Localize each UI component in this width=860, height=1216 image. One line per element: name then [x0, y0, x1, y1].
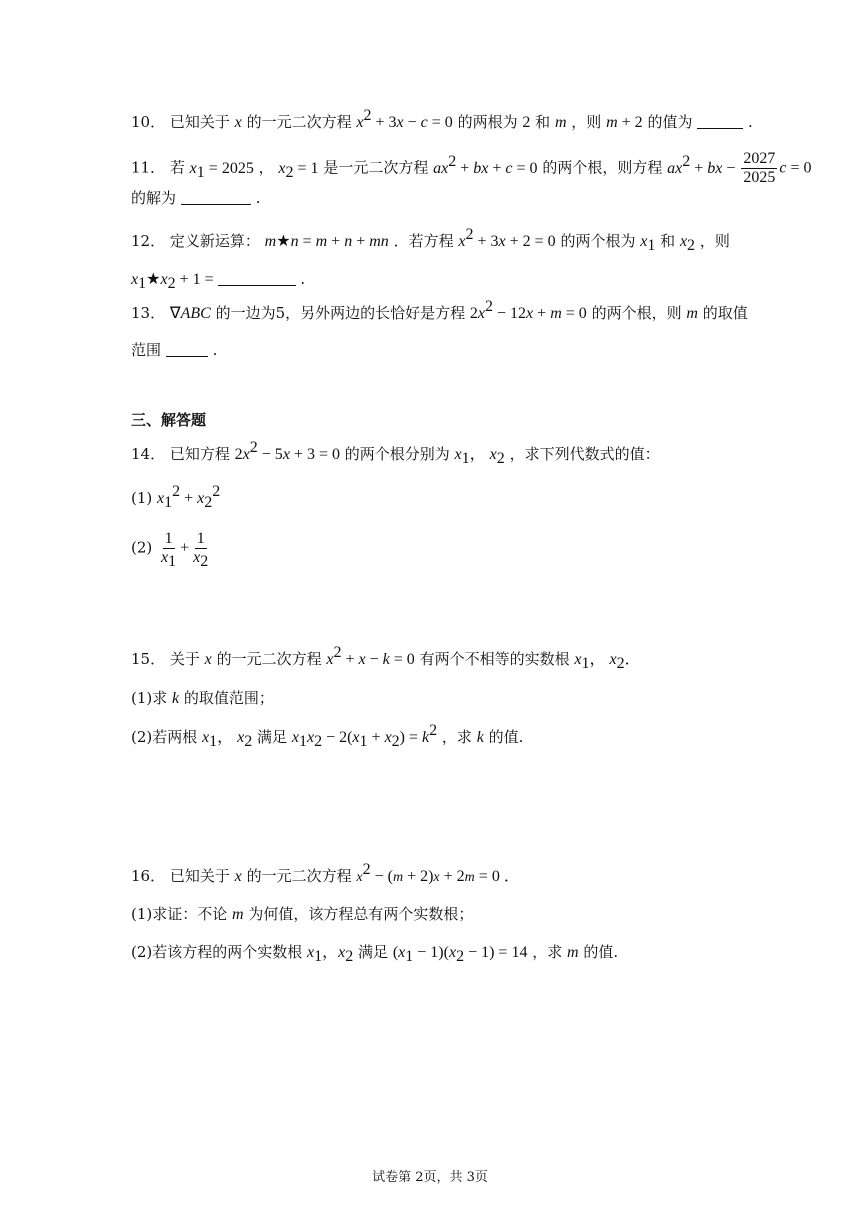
- question-14-part-1: [131, 483, 221, 511]
- question-10: [131, 107, 753, 133]
- question-text: ，则: [699, 232, 730, 250]
- question-text: 的两个根分别为: [344, 445, 450, 463]
- math-equation: $x_1x_2 - 2(x_1 + x_2) = k^2$: [291, 722, 438, 750]
- question-text: 的两个根，则方程: [542, 158, 663, 177]
- part-label: (1)求证：不论: [131, 905, 228, 923]
- question-16: [131, 861, 520, 888]
- math-equation: $ax^2$ + bx + c = 0: [433, 152, 538, 177]
- question-11-cont: [131, 188, 260, 208]
- question-text: 的两个根为: [560, 232, 636, 250]
- fraction: $\frac{1}{x_2}$: [193, 530, 209, 570]
- math-vars: $x_1$， $x_2$．: [574, 651, 641, 672]
- question-15-part-1: [131, 688, 274, 709]
- question-text: 已知方程: [169, 445, 230, 463]
- question-text: 已知关于: [169, 867, 230, 885]
- section-heading: 三、解答题: [131, 411, 207, 429]
- math-expression: m + 2: [606, 114, 643, 131]
- part-label: (1)求: [131, 689, 168, 707]
- math-equation: $x^2 - (m + 2)x + 2m = 0$ ．: [356, 861, 520, 885]
- math-vars: $x_1$，$x_2$: [307, 944, 354, 965]
- period: .: [748, 113, 753, 131]
- question-text: 范围: [131, 341, 162, 359]
- math-var: m: [554, 114, 567, 131]
- question-text: 的一元二次方程: [246, 867, 352, 885]
- answer-blank[interactable]: [697, 114, 743, 129]
- math-var: m: [567, 944, 579, 961]
- math-var: $x_1$: [640, 233, 656, 254]
- math-var: x: [234, 114, 242, 131]
- math-var: x: [234, 868, 242, 885]
- question-text: ，求: [441, 728, 472, 746]
- question-14: [131, 439, 660, 467]
- question-number: 11．: [131, 158, 166, 177]
- page-footer: 试卷第 2页，共 3页: [372, 1170, 488, 1185]
- part-label: (1): [131, 489, 153, 507]
- math-equation: $x^2 + 3x - c = 0$: [356, 107, 453, 131]
- question-text: 的值.: [488, 728, 524, 746]
- question-text: 的一元二次方程: [246, 113, 352, 131]
- question-text: 若: [169, 158, 185, 177]
- question-number: 16．: [131, 867, 166, 885]
- question-15: [131, 644, 641, 672]
- period: .: [255, 189, 261, 207]
- math-var: m: [232, 906, 244, 923]
- math-equation: $ax^2$ + bx −: [667, 152, 740, 177]
- fraction: $\frac{1}{x_1}$: [161, 530, 177, 570]
- question-text: ，求下列代数式的值：: [509, 445, 660, 463]
- math-triangle: ∇ABC: [169, 305, 211, 322]
- question-text: 的两根为: [457, 113, 518, 131]
- math-equation: $2x^2 - 12x + m = 0$: [469, 298, 587, 322]
- question-text: 的一元二次方程: [216, 650, 322, 668]
- math-equation: $(x_1 - 1)(x_2 - 1) = 14$: [392, 944, 528, 965]
- question-text: ，则: [571, 113, 602, 131]
- question-text: 的值.: [583, 943, 619, 961]
- question-text: 和: [660, 232, 676, 250]
- math-expression: $x_1^2 + x_2^2$: [157, 483, 221, 511]
- question-13-cont: [131, 340, 217, 360]
- question-number: 12．: [131, 232, 166, 250]
- question-text: 定义新运算：: [169, 232, 260, 250]
- math-definition: m★n = m + n + mn: [264, 233, 389, 250]
- question-text: ．若方程: [393, 232, 454, 250]
- answer-blank[interactable]: [181, 190, 251, 205]
- question-text: 满足: [257, 728, 288, 746]
- question-14-part-2: (2) $\frac{1}{x_1}$ + $\frac{1}{x_2}$: [131, 530, 209, 570]
- question-number: 10．: [131, 113, 166, 131]
- math-expression: $x_1★x_2 + 1$ =: [131, 271, 218, 292]
- math-equation: $x^2 + 3x + 2 = 0$: [458, 226, 556, 250]
- part-label: (2)若两根: [131, 728, 198, 746]
- question-text: 是一元二次方程: [323, 158, 429, 177]
- question-text: 的解为: [131, 189, 177, 207]
- question-text: 和: [535, 113, 551, 131]
- question-number: 15．: [131, 650, 166, 668]
- math-equation: $x_1 = 2025$: [189, 159, 254, 181]
- math-equation: $x_2 = 1$: [278, 159, 319, 181]
- question-16-part-1: [131, 904, 473, 925]
- question-13: [131, 298, 748, 324]
- fraction: $\frac{2027}{2025}$: [743, 150, 776, 186]
- math-number: 2: [522, 114, 531, 131]
- period: .: [300, 270, 306, 288]
- question-text: 的值为: [647, 113, 693, 131]
- question-12: [131, 226, 730, 254]
- question-16-part-2: [131, 942, 618, 963]
- math-vars: $x_1$， $x_2$: [454, 446, 505, 467]
- question-text: 关于: [169, 650, 200, 668]
- question-text: 为何值，该方程总有两个实数根；: [248, 905, 474, 923]
- question-text: 满足: [358, 943, 389, 961]
- comma: ，: [258, 158, 274, 177]
- math-equation: $x^2 + x - k = 0$: [326, 644, 415, 668]
- question-text: 的取值: [702, 304, 748, 322]
- question-text: 的一边为5，另外两边的长恰好是方程: [215, 304, 466, 322]
- question-12-cont: [131, 269, 305, 290]
- question-number: 14．: [131, 445, 166, 463]
- question-text: ，求: [532, 943, 563, 961]
- math-var: k: [476, 729, 484, 746]
- part-label: (2): [131, 538, 153, 557]
- answer-blank[interactable]: [218, 271, 296, 286]
- question-15-part-2: [131, 722, 524, 750]
- answer-blank[interactable]: [166, 342, 208, 357]
- math-vars: $x_1$， $x_2$: [202, 729, 253, 750]
- math-var: m: [686, 305, 698, 322]
- math-equation: $2x^2 - 5x + 3 = 0$: [234, 439, 340, 463]
- question-text: 已知关于: [169, 113, 230, 131]
- question-number: 13．: [131, 304, 166, 322]
- math-var: x: [204, 651, 212, 668]
- question-text: 有两个不相等的实数根: [419, 650, 570, 668]
- question-text: 的取值范围；: [183, 689, 274, 707]
- question-11: 11． 若 $x_1 = 2025$ ， $x_2 = 1$ 是一元二次方程 $ax^2$ + bx + c = 0 的两个根，则方程 $ax^2$ + bx − $\frac{2027}{2025}$ c = 0: [131, 150, 812, 186]
- part-label: (2)若该方程的两个实数根: [131, 943, 303, 961]
- period: .: [212, 341, 218, 359]
- question-text: 的两个根，则: [591, 304, 682, 322]
- math-var: $x_2$: [679, 233, 696, 254]
- math-var: k: [172, 690, 180, 707]
